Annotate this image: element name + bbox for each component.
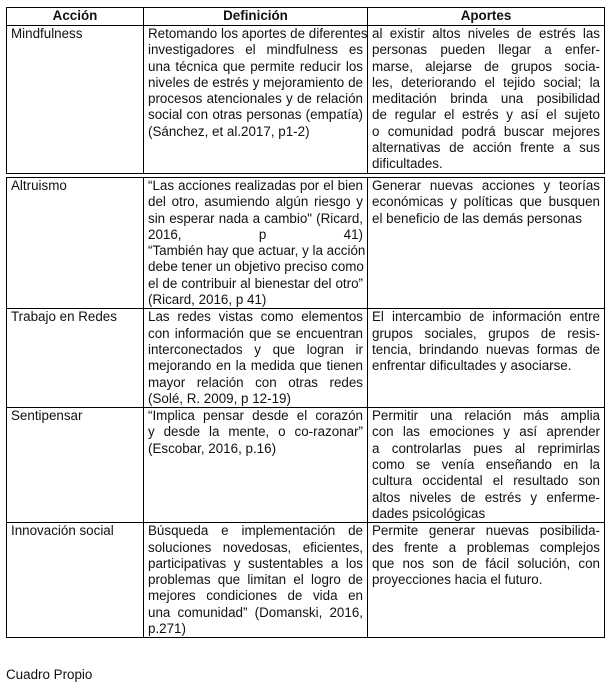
definicion-text-line: una comunidad” (Domanski, 2016, xyxy=(148,604,363,620)
table-part-2 xyxy=(6,177,605,638)
cell-aportes xyxy=(368,309,605,408)
accion-label: Trabajo en Redes xyxy=(11,309,117,325)
aportes-text-line: económicas y políticas que busquen xyxy=(372,194,600,210)
definicion-text-line: mejores condiciones de vida en xyxy=(148,588,363,604)
cell-accion xyxy=(7,408,144,523)
definicion-text-line: debe tener un objetivo preciso como xyxy=(148,259,364,275)
header-row xyxy=(7,8,605,26)
aportes-text-line: Generar nuevas acciones y teorías xyxy=(372,178,600,193)
table-row xyxy=(7,408,605,523)
cell-aportes xyxy=(368,523,605,638)
aportes-text-line: alternativas de acción frente a sus xyxy=(372,140,600,156)
accion-label: Altruismo xyxy=(11,178,67,193)
definicion-text-line: 2016, p 41) xyxy=(148,226,363,242)
definicion-text-line: sin esperar nada a cambio" (Ricard, xyxy=(148,210,363,226)
aportes-text-line: des frente a problemas complejos xyxy=(372,539,600,555)
definicion-text-line: (Ricard, 2016, p 41) xyxy=(148,292,267,308)
accion-label: Mindfulness xyxy=(11,26,83,41)
header-accion: Acción xyxy=(7,8,144,26)
definicion-text-line: mejorando en la medida que tienen xyxy=(148,358,363,374)
cell-aportes xyxy=(368,26,605,174)
header-aportes: Aportes xyxy=(368,8,605,26)
cell-definicion xyxy=(144,26,368,174)
definicion-text-line: procesos atencionales y de relación xyxy=(148,91,363,107)
aportes-text-line: con las emociones y así aprender xyxy=(372,424,600,440)
definicion-text-line: el de contribuir al bienestar del otro” xyxy=(148,275,363,291)
aportes-text-line: como se venía enseñando en la xyxy=(372,457,600,473)
definicion-text-line: Búsqueda e implementación de xyxy=(148,523,363,539)
definicion-text-line: “Las acciones realizadas por el bien xyxy=(148,178,363,193)
table-caption: Cuadro Propio xyxy=(6,667,93,682)
aportes-text-line: de regular el estrés y así el sujeto xyxy=(372,107,600,123)
cell-accion xyxy=(7,523,144,638)
cell-accion xyxy=(7,178,144,309)
definicion-text-line: interconectados y que logran ir xyxy=(148,341,363,357)
aportes-text-line: grupos sociales, grupos de resis- xyxy=(372,325,600,341)
definicion-text-line: y desde la mente, o co-razonar” xyxy=(148,424,363,440)
cell-aportes xyxy=(368,178,605,309)
aportes-text-line: proyecciones hacia el futuro. xyxy=(372,572,543,588)
cell-aportes xyxy=(368,408,605,523)
definicion-text-line: investigadores el mindfulness es xyxy=(148,42,363,58)
aportes-text-line: altos niveles de estrés y enferme- xyxy=(372,489,600,505)
aportes-text-line: a controlarlas pues al reprimirlas xyxy=(372,440,600,456)
cell-accion xyxy=(7,26,144,174)
aportes-text-line: El intercambio de información entre xyxy=(372,309,600,325)
definicion-text-line: (Solé, R. 2009, p 12-19) xyxy=(148,390,291,406)
aportes-text-line: o comunidad podrá buscar mejores xyxy=(372,123,600,139)
aportes-text-line: que nos son de fácil solución, con xyxy=(372,555,600,571)
definicion-text-line: una técnica que permite reducir los xyxy=(148,58,363,74)
aportes-text-line: Permite generar nuevas posibilida- xyxy=(372,523,600,539)
aportes-text-line: dificultades. xyxy=(372,156,443,172)
definicion-text-line: participativas y sustentables a los xyxy=(148,555,363,571)
definicion-text-line: problemas que limitan el logro de xyxy=(148,572,363,588)
table-row xyxy=(7,523,605,638)
definicion-text-line: Retomando los aportes de diferentes xyxy=(148,26,368,41)
definicion-text-line: social con otras personas (empatía) xyxy=(148,107,363,123)
aportes-text-line: meditación brinda una posibilidad xyxy=(372,91,600,107)
aportes-text-line: dades psicológicas xyxy=(372,505,486,521)
accion-label: Innovación social xyxy=(11,523,114,539)
cell-definicion xyxy=(144,178,368,309)
accion-label: Sentipensar xyxy=(11,408,83,424)
table-row xyxy=(7,178,605,309)
cell-definicion xyxy=(144,523,368,638)
definicion-text-line: (Sánchez, et al.2017, p1-2) xyxy=(148,123,310,139)
definicion-text-line: p.271) xyxy=(148,621,186,637)
cell-definicion xyxy=(144,408,368,523)
aportes-text-line: personas pueden llegar a enfer- xyxy=(372,42,600,58)
aportes-text-line: tencia, brindando nuevas formas de xyxy=(372,341,600,357)
aportes-text-line: Permitir una relación más amplia xyxy=(372,408,600,424)
definicion-text-line: mayor relación con otras redes xyxy=(148,374,363,390)
definicion-text-line: del otro, asumiendo algún riesgo y xyxy=(148,194,363,210)
header-definicion: Definición xyxy=(144,8,368,26)
table-row xyxy=(7,309,605,408)
definicion-text-line: niveles de estrés y mejoramiento de xyxy=(148,74,363,90)
cell-definicion xyxy=(144,309,368,408)
definicion-text-line: soluciones novedosas, eficientes, xyxy=(148,539,363,555)
aportes-text-line: les, deteriorando el tejido social; la xyxy=(372,74,600,90)
definicion-text-line: Las redes vistas como elementos xyxy=(148,309,363,325)
table-row xyxy=(7,26,605,174)
aportes-text-line: marse, alejarse de grupos socia- xyxy=(372,58,600,74)
definicion-text-line: (Escobar, 2016, p.16) xyxy=(148,440,277,456)
definicion-text-line: “También hay que actuar, y la acción xyxy=(148,243,366,259)
aportes-text-line: el beneficio de las demás personas xyxy=(372,210,582,226)
aportes-text-line: enfrentar dificultades y asociarse. xyxy=(372,358,572,374)
table-part-1 xyxy=(6,7,605,174)
definicion-text-line: “Implica pensar desde el corazón xyxy=(148,408,363,424)
aportes-text-line: cultura occidental el resultado son xyxy=(372,473,600,489)
cell-accion xyxy=(7,309,144,408)
definicion-text-line: con información que se encuentran xyxy=(148,325,363,341)
aportes-text-line: al existir altos niveles de estrés las xyxy=(372,26,600,41)
